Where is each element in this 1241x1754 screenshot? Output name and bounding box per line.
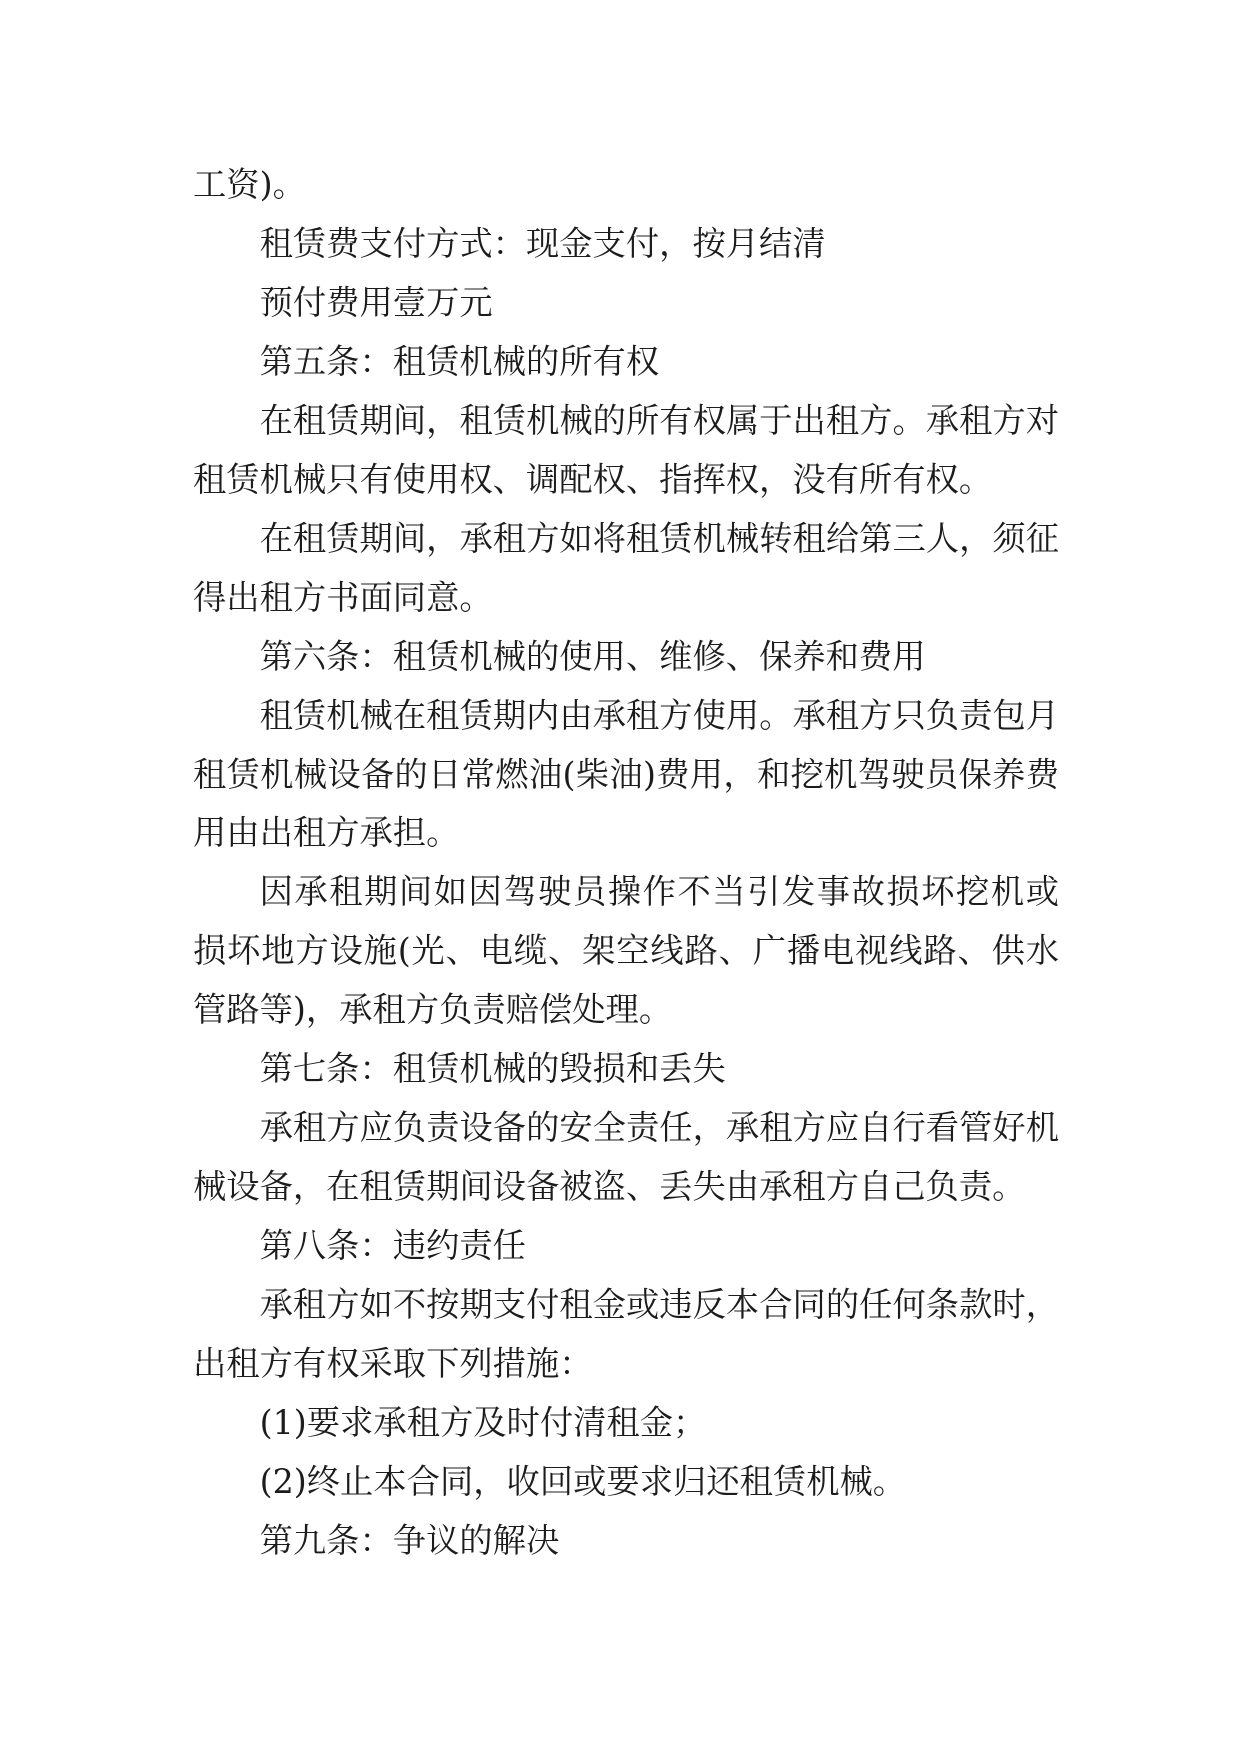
text-line: 得出租方书面同意。 [193, 577, 493, 617]
article-7-paragraph [193, 1099, 1059, 1217]
article-6-heading [193, 628, 1059, 687]
article-8-heading [193, 1217, 1059, 1276]
continued-paragraph [193, 156, 1059, 215]
text-line: 出租方有权采取下列措施： [193, 1344, 593, 1384]
text-line: 在租赁期间，租赁机械的所有权属于出租方。承租方对 [259, 400, 1059, 440]
heading-line: 第八条：违约责任 [259, 1226, 526, 1266]
text-line: 预付费用壹万元 [259, 282, 493, 322]
text-line: 租赁机械只有使用权、调配权、指挥权，没有所有权。 [193, 459, 993, 499]
article-5-paragraph-1 [193, 392, 1059, 510]
text-line: 租赁费支付方式：现金支付，按月结清 [259, 223, 826, 263]
measure-item-1 [193, 1394, 1059, 1453]
article-7-heading [193, 1040, 1059, 1099]
text-line: 械设备，在租赁期间设备被盗、丢失由承租方自己负责。 [193, 1167, 1026, 1207]
text-line: 承租方如不按期支付租金或违反本合同的任何条款时， [259, 1285, 1059, 1325]
heading-line: 第五条：租赁机械的所有权 [259, 341, 660, 381]
text-line: 在租赁期间，承租方如将租赁机械转租给第三人，须征 [259, 518, 1059, 558]
text-line: 工资)。 [193, 165, 306, 204]
text-line: 损坏地方设施(光、电缆、架空线路、广播电视线路、供水 [193, 931, 1059, 971]
article-6-paragraph-1 [193, 687, 1059, 864]
article-5-heading [193, 333, 1059, 392]
text-line: 管路等)，承租方负责赔偿处理。 [193, 990, 673, 1030]
article-8-paragraph [193, 1276, 1059, 1394]
article-9-heading [193, 1512, 1059, 1571]
document-body [193, 156, 1059, 1571]
text-line: 租赁机械在租赁期内由承租方使用。承租方只负责包月 [259, 695, 1059, 735]
article-5-paragraph-2 [193, 510, 1059, 628]
text-line: 租赁机械设备的日常燃油(柴油)费用，和挖机驾驶员保养费 [193, 754, 1059, 794]
heading-line: 第九条：争议的解决 [259, 1520, 560, 1560]
text-line: 承租方应负责设备的安全责任，承租方应自行看管好机 [259, 1108, 1059, 1148]
heading-line: 第七条：租赁机械的毁损和丢失 [259, 1049, 726, 1089]
text-line: 用由出租方承担。 [193, 813, 460, 853]
measure-item-2 [193, 1453, 1059, 1512]
payment-method-paragraph [193, 215, 1059, 274]
list-item-line: (1)要求承租方及时付清租金； [259, 1403, 707, 1443]
text-line: 因承租期间如因驾驶员操作不当引发事故损坏挖机或 [259, 872, 1059, 912]
heading-line: 第六条：租赁机械的使用、维修、保养和费用 [259, 636, 926, 676]
article-6-paragraph-2 [193, 863, 1059, 1040]
list-item-line: (2)终止本合同，收回或要求归还租赁机械。 [259, 1461, 907, 1501]
prepayment-paragraph [193, 274, 1059, 333]
